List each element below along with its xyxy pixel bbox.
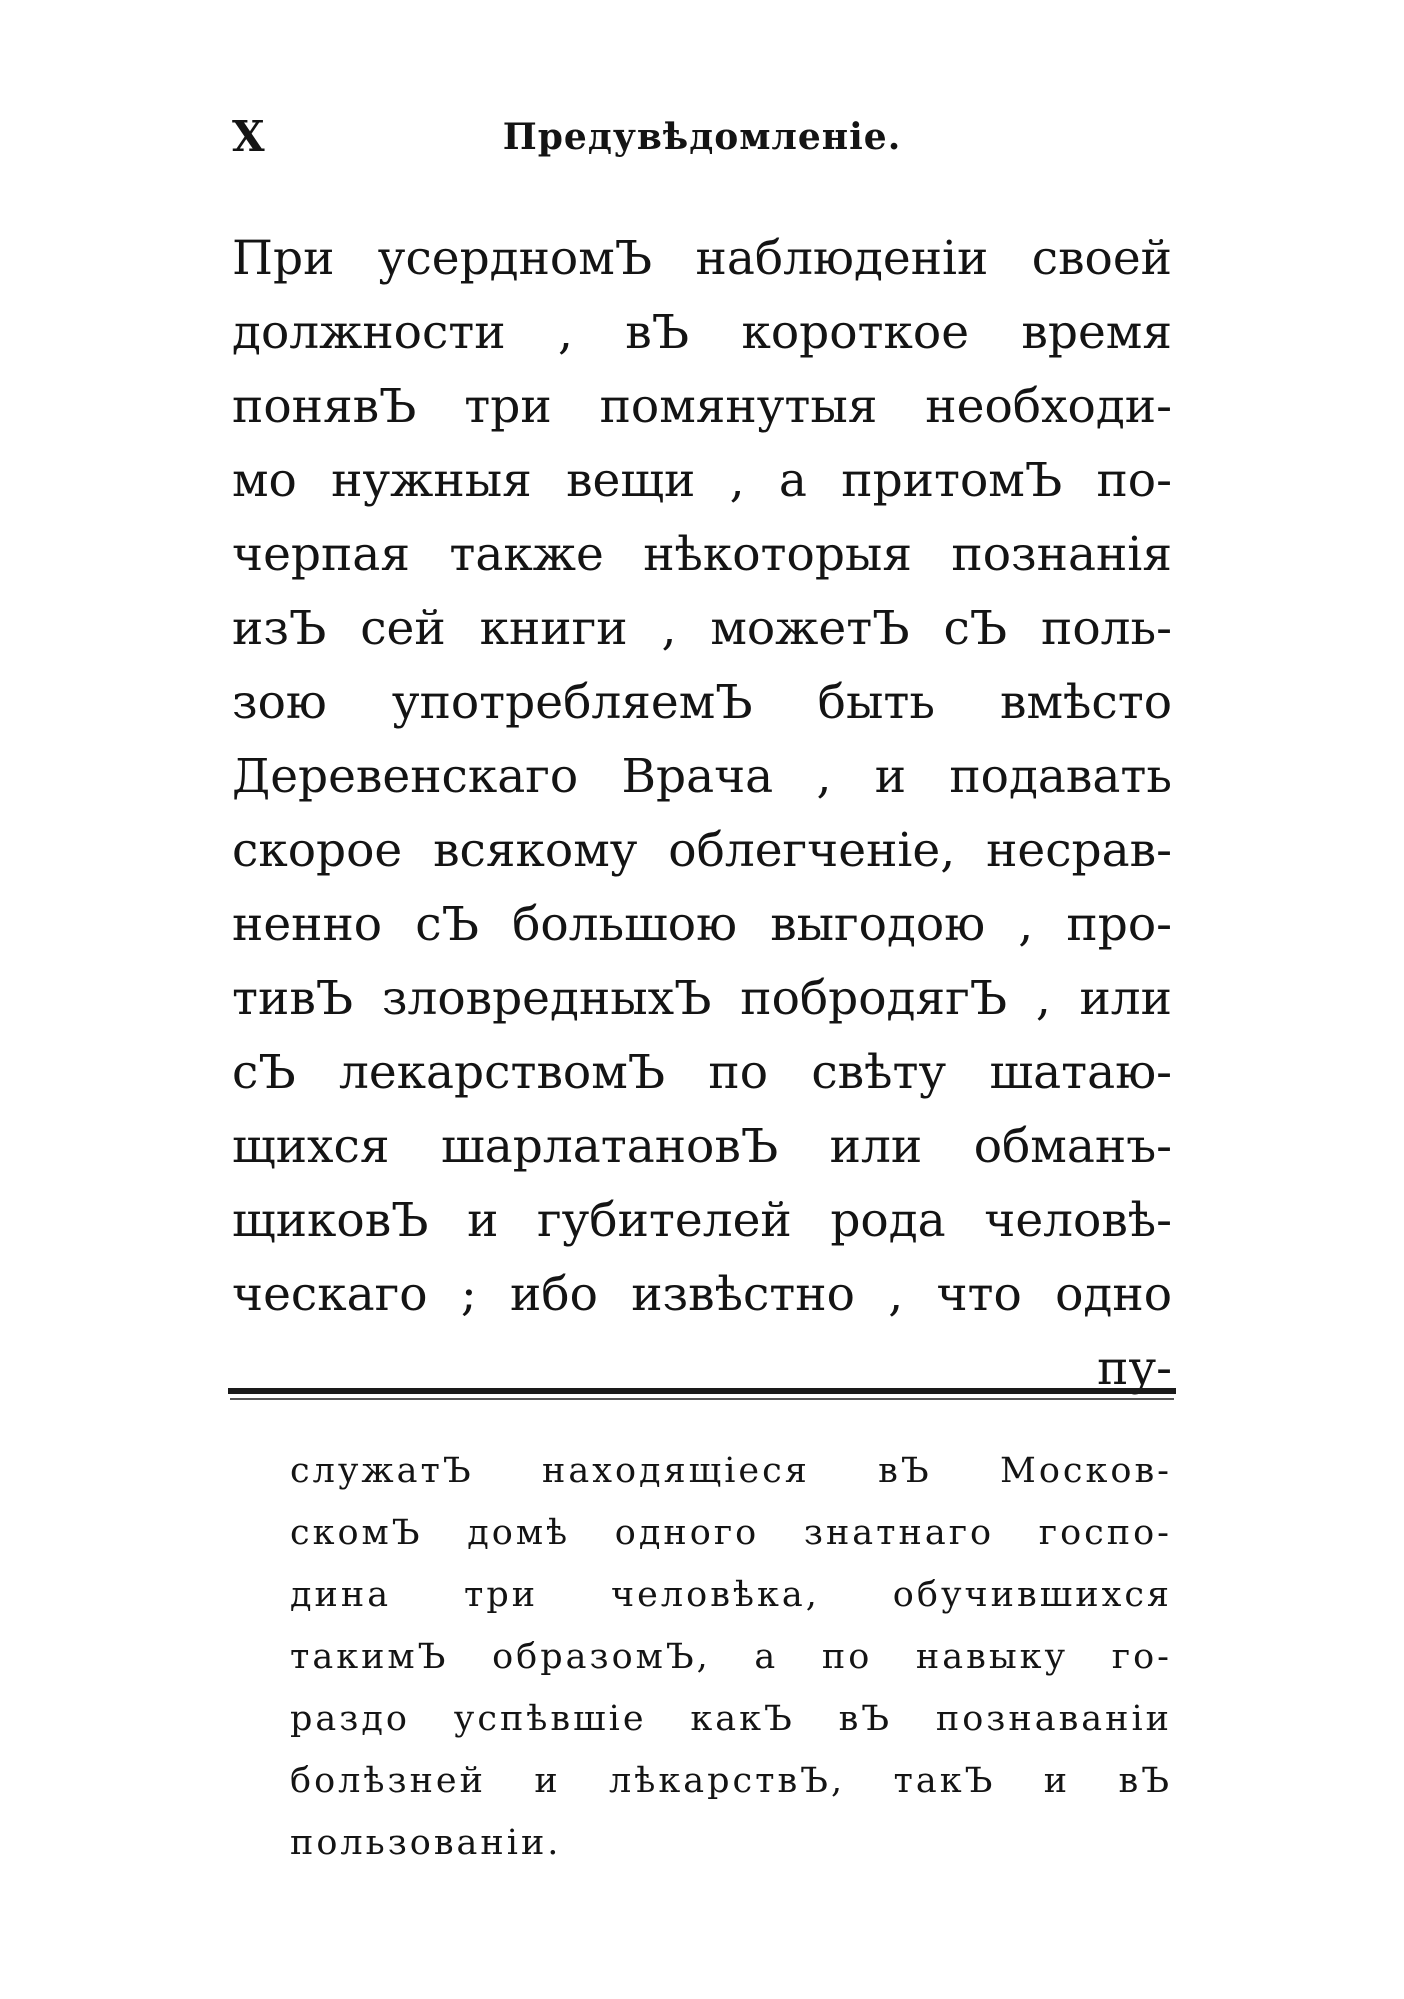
text-line: При усердномЪ наблюденіи своей	[232, 231, 1172, 286]
footnote-divider	[228, 1388, 1176, 1394]
text-line: должности , вЪ короткое время	[232, 305, 1172, 360]
text-line: ческаго ; ибо извѣстно , что одно	[232, 1267, 1172, 1322]
footnote-divider-underline	[230, 1398, 1174, 1400]
main-text	[232, 222, 1172, 1406]
text-line: понявЪ три помянутыя необходи-	[232, 379, 1172, 434]
footnote-line: болѣзней и лѣкарствЪ, такЪ и вЪ	[290, 1761, 1172, 1801]
text-line: черпая также нѣкоторыя познанія	[232, 527, 1172, 582]
text-line: Деревенскаго Врача , и подавать	[232, 749, 1172, 804]
footnote-line: скомЪ домѣ одного знатнаго госпо-	[290, 1513, 1172, 1553]
footnote-line: дина три человѣка, обучившихся	[290, 1575, 1172, 1615]
page-number: X	[232, 112, 266, 161]
text-line: мо нужныя вещи , а притомЪ по-	[232, 453, 1172, 508]
text-line: скорое всякому облегченіе, несрав-	[232, 823, 1172, 878]
text-line: щихся шарлатановЪ или обманъ-	[232, 1119, 1172, 1174]
footnote	[290, 1440, 1172, 1874]
text-line: изЪ сей книги , можетЪ сЪ поль-	[232, 601, 1172, 656]
running-title: Предувѣдомленіе.	[502, 116, 902, 158]
footnote-line: раздо успѣвшіе какЪ вЪ познаваніи	[290, 1699, 1172, 1739]
text-line: щиковЪ и губителей рода человѣ-	[232, 1193, 1172, 1248]
text-line: тивЪ зловредныхЪ побродягЪ , или	[232, 971, 1172, 1026]
footnote-line: такимЪ образомЪ, а по навыку го-	[290, 1637, 1172, 1677]
text-line: зою употребляемЪ быть вмѣсто	[232, 675, 1172, 730]
text-line: ненно сЪ большою выгодою , про-	[232, 897, 1172, 952]
page-header	[232, 112, 1172, 162]
footnote-line: пользованіи.	[290, 1823, 562, 1863]
catchword: пу-	[1097, 1341, 1172, 1396]
text-line: сЪ лекарствомЪ по свѣту шатаю-	[232, 1045, 1172, 1100]
footnote-line: служатЪ находящіеся вЪ Москов-	[290, 1451, 1172, 1491]
